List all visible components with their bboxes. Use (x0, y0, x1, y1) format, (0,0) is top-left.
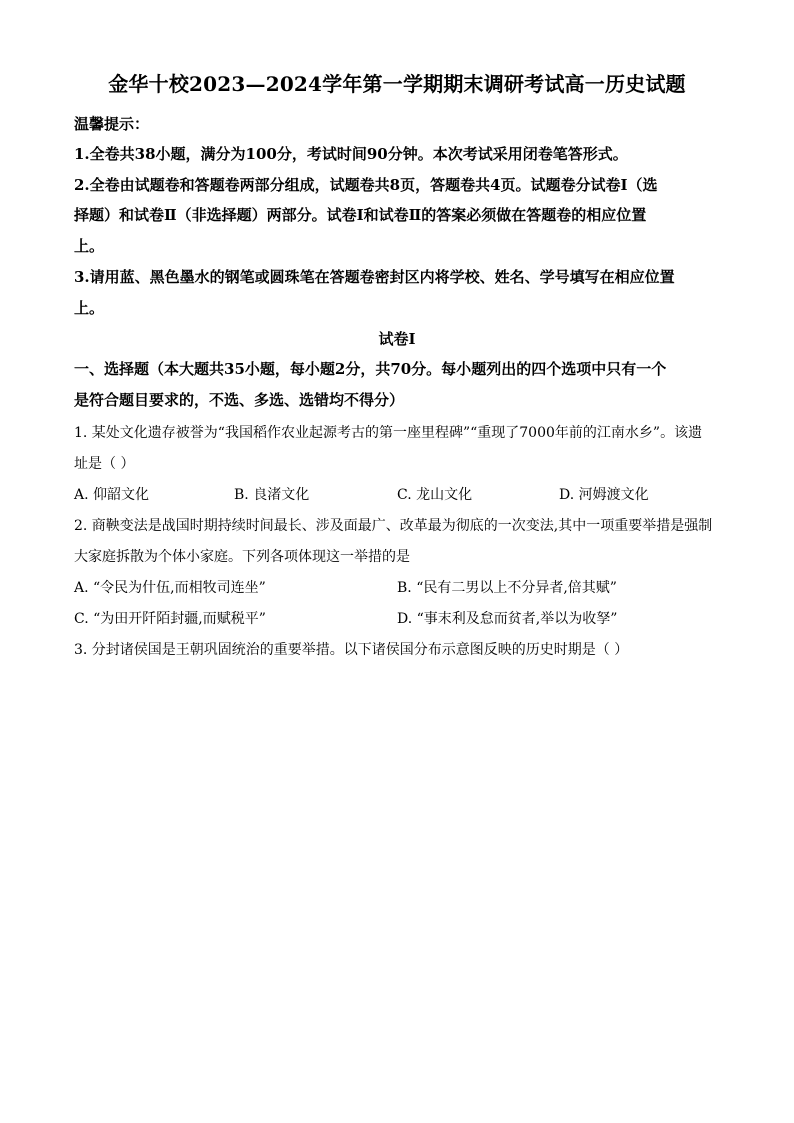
question-2-option-d[interactable]: D. “事末利及怠而贫者,举以为收孥” (397, 611, 618, 627)
notice-line-2: 2.全卷由试题卷和答题卷两部分组成，试题卷共8页，答题卷共4页。试题卷分试卷Ⅰ（选 (74, 176, 658, 194)
section-title: 试卷Ⅰ (378, 330, 416, 348)
notice-line-1: 1.全卷共38小题，满分为100分，考试时间90分钟。本次考试采用闭卷笔答形式。 (74, 145, 628, 163)
section-instruction-2: 是符合题目要求的，不选、多选、选错均不得分） (74, 391, 405, 409)
notice-line-3: 择题）和试卷Ⅱ（非选择题）两部分。试卷Ⅰ和试卷Ⅱ的答案必须做在答题卷的相应位置 (74, 206, 647, 224)
notice-line-4: 上。 (74, 237, 105, 255)
question-1-option-b[interactable]: B. 良渚文化 (234, 487, 310, 503)
question-2-stem-line-1: 2. 商鞅变法是战国时期持续时间最长、涉及面最广、改革最为彻底的一次变法,其中一项重要举措是强制 (74, 518, 713, 534)
question-3-stem-line-1: 3. 分封诸侯国是王朝巩固统治的重要举措。以下诸侯国分布示意图反映的历史时期是（ ） (74, 642, 629, 658)
question-2-option-b[interactable]: B. “民有二男以上不分异者,倍其赋” (397, 580, 617, 596)
question-1-option-d[interactable]: D. 河姆渡文化 (559, 487, 649, 503)
question-1-option-c[interactable]: C. 龙山文化 (397, 487, 473, 503)
notice-line-6: 上。 (74, 299, 105, 317)
exam-title: 金华十校2023—2024学年第一学期期末调研考试高一历史试题 (108, 72, 686, 96)
question-1-stem-line-2: 址是（ ） (74, 456, 135, 472)
question-2-option-c[interactable]: C. “为田开阡陌封疆,而赋税平” (74, 611, 266, 627)
notice-line-5: 3.请用蓝、黑色墨水的钢笔或圆珠笔在答题卷密封区内将学校、姓名、学号填写在相应位置 (74, 268, 675, 286)
question-1-stem-line-1: 1. 某处文化遗存被誉为“我国稻作农业起源考古的第一座里程碑”“重现了7000年前的江南水乡”。该遗 (74, 425, 703, 441)
question-1-option-a[interactable]: A. 仰韶文化 (74, 487, 150, 503)
section-instruction-1: 一、选择题（本大题共35小题，每小题2分，共70分。每小题列出的四个选项中只有一个 (74, 360, 667, 378)
notice-heading: 温馨提示： (74, 115, 150, 133)
question-2-stem-line-2: 大家庭拆散为个体小家庭。下列各项体现这一举措的是 (74, 549, 410, 565)
question-2-option-a[interactable]: A. “令民为什伍,而相牧司连坐” (74, 580, 266, 596)
